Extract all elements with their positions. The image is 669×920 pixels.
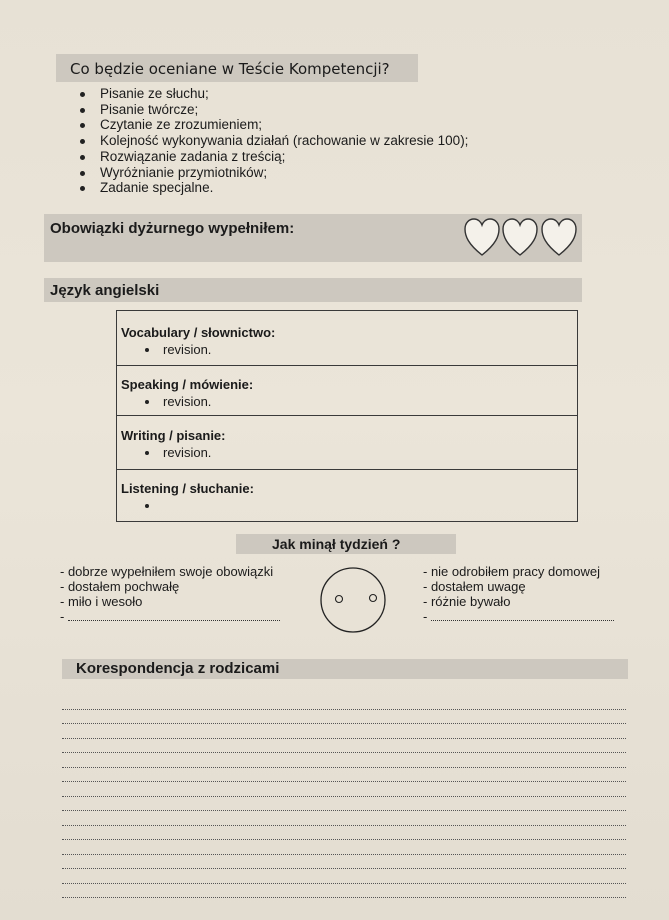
duty-heading-label: Obowiązki dyżurnego wypełniłem: — [50, 220, 295, 237]
list-item: - — [60, 609, 280, 624]
writing-line[interactable] — [62, 768, 626, 783]
bad-week-list — [423, 564, 614, 624]
list-item: Kolejność wykonywania działań (rachowanie w zakresie 100); — [78, 133, 468, 149]
cell-heading: Speaking / mówienie: — [121, 377, 254, 392]
cell-heading: Vocabulary / słownictwo: — [121, 325, 276, 340]
writing-line[interactable] — [62, 884, 626, 899]
writing-line[interactable] — [62, 782, 626, 797]
list-item: - nie odrobiłem pracy domowej — [423, 564, 601, 579]
english-table — [116, 310, 578, 522]
speaking-cell — [117, 377, 577, 409]
competence-list — [78, 86, 468, 196]
list-item: - dobrze wypełniłem swoje obowiązki — [60, 564, 274, 579]
writing-line[interactable] — [62, 753, 626, 768]
list-item: - różnie bywało — [423, 594, 511, 609]
writing-line[interactable] — [62, 840, 626, 855]
writing-line[interactable] — [62, 739, 626, 754]
cell-heading: Listening / słuchanie: — [121, 481, 254, 496]
list-item: Wyróżnianie przymiotników; — [78, 165, 468, 181]
list-item: - miło i wesoło — [60, 594, 143, 609]
writing-line[interactable] — [62, 855, 626, 870]
list-item: Zadanie specjalne. — [78, 180, 468, 196]
correspondence-lines[interactable] — [62, 695, 626, 898]
writing-cell — [117, 428, 577, 460]
writing-line[interactable] — [62, 724, 626, 739]
table-divider — [117, 415, 577, 416]
good-week-list — [60, 564, 280, 624]
write-in-line[interactable] — [431, 611, 614, 621]
listening-cell — [117, 481, 577, 513]
cell-item: revision. — [121, 445, 577, 460]
heart-icon — [503, 219, 537, 255]
table-divider — [117, 469, 577, 470]
writing-line[interactable] — [62, 869, 626, 884]
hearts-rating[interactable] — [463, 216, 579, 260]
list-item: - dostałem uwagę — [423, 579, 526, 594]
cell-item: revision. — [121, 342, 577, 357]
heart-icon — [542, 219, 576, 255]
writing-line[interactable] — [62, 826, 626, 841]
list-item: Rozwiązanie zadania z treścią; — [78, 149, 468, 165]
cell-item — [121, 498, 577, 513]
english-heading: Język angielski — [44, 278, 582, 302]
list-item: Czytanie ze zrozumieniem; — [78, 117, 468, 133]
writing-line[interactable] — [62, 797, 626, 812]
list-item: Pisanie twórcze; — [78, 102, 468, 118]
cell-item: revision. — [121, 394, 577, 409]
list-item: Pisanie ze słuchu; — [78, 86, 468, 102]
vocabulary-cell — [117, 325, 577, 357]
table-divider — [117, 365, 577, 366]
list-item: - dostałem pochwałę — [60, 579, 180, 594]
writing-line[interactable] — [62, 811, 626, 826]
write-in-line[interactable] — [68, 611, 280, 621]
writing-line[interactable] — [62, 695, 626, 710]
correspondence-heading: Korespondencja z rodzicami — [62, 659, 628, 679]
cell-heading: Writing / pisanie: — [121, 428, 226, 443]
week-heading: Jak minął tydzień ? — [236, 534, 456, 554]
face-icon — [318, 567, 388, 637]
competence-test-heading: Co będzie oceniane w Teście Kompetencji? — [56, 54, 418, 82]
writing-line[interactable] — [62, 710, 626, 725]
heart-icon — [465, 219, 499, 255]
list-item: - — [423, 609, 614, 624]
